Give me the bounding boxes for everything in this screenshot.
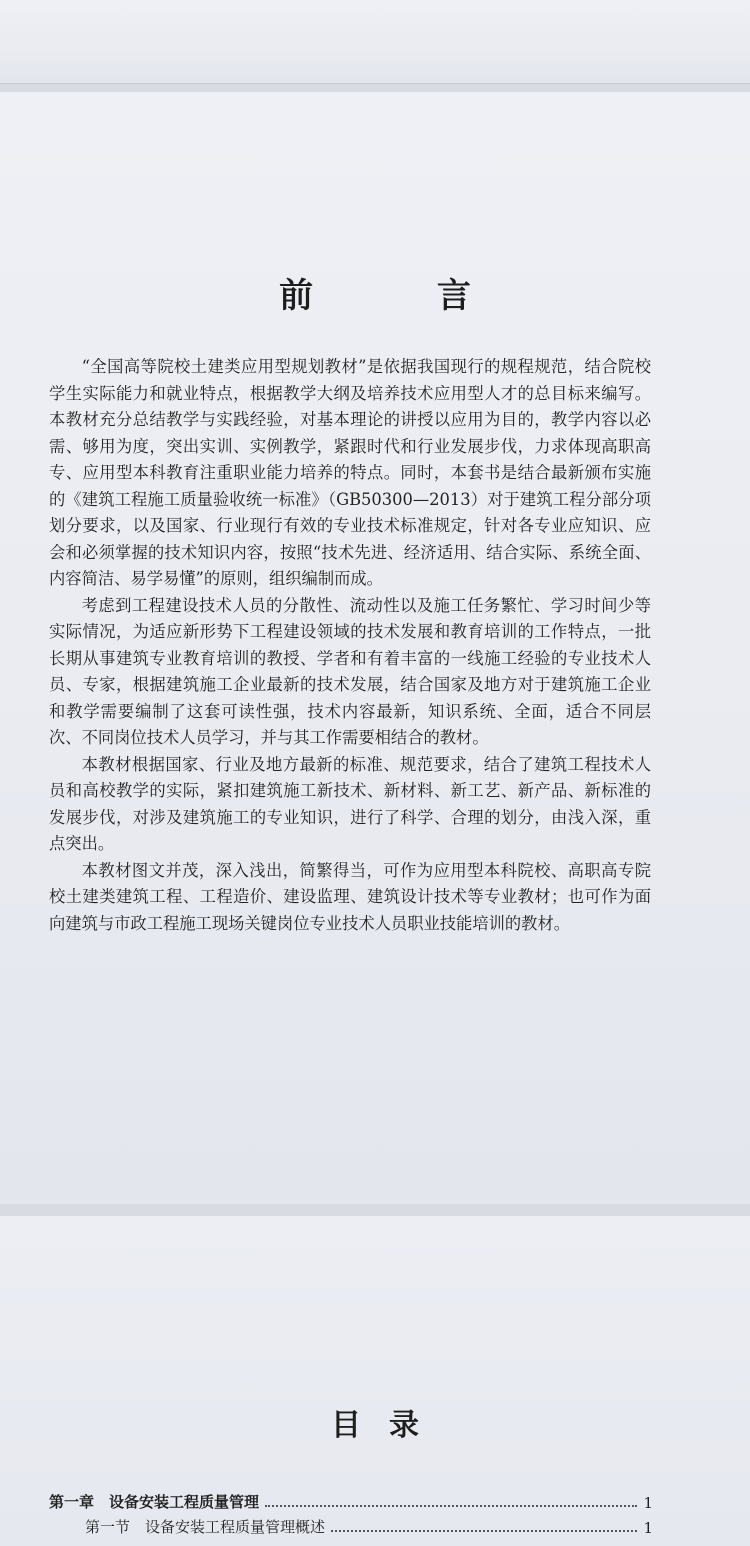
preface-paragraph: 本教材图文并茂，深入浅出，简繁得当，可作为应用型本科院校、高职高专院校土建类建筑工程、工程造价、建设监理、建筑设计技术等专业教材；也可作为面向建筑与市政工程施工现场关键岗位专业技术人员职业技能培训的教材。: [49, 860, 651, 933]
preface-paragraph: 本教材根据国家、行业及地方最新的标准、规范要求，结合了建筑工程技术人员和高校教学的实际，紧扣建筑施工新技术、新材料、新工艺、新产品、新标准的发展步伐，对涉及建筑施工的专业知识，进行了科学、合理的划分，由浅入深，重点突出。: [49, 754, 651, 853]
toc-entry-page: 1: [643, 1494, 653, 1512]
toc-entry-label: 第一节 设备安装工程质量管理概述: [85, 1518, 326, 1536]
preface-paragraph: “全国高等院校土建类应用型规划教材”是依据我国现行的规程规范，结合院校学生实际能力和就业特点，根据教学大纲及培养技术应用型人才的总目标来编写。本教材充分总结教学与实践经验，对基本理论的讲授以应用为目的，教学内容以必需、够用为度，突出实训、实例教学，紧跟时代和行业发展步伐，力求体现高职高专、应用型本科教育注重职业能力培养的特点。同时，本套书是结合最新颁布实施的《建筑工程施工质量验收统一标准》（GB50300—2013）对于建筑工程分部分项划分要求，以及国家、行业现行有效的专业技术标准规定，针对各专业应知识、应会和必须掌握的技术知识内容，按照“技术先进、经济适用、结合实际、系统全面、内容简洁、易学易懂”的原则，组织编制而成。: [49, 357, 651, 588]
toc-leader-dots: [331, 1530, 637, 1532]
toc-entry-label: 第一章 设备安装工程质量管理: [49, 1493, 260, 1511]
preface-title: 前 言: [279, 276, 527, 316]
preface-paragraph: 考虑到工程建设技术人员的分散性、流动性以及施工任务繁忙、学习时间少等实际情况，为适应新形势下工程建设领域的技术发展和教育培训的工作特点，一批长期从事建筑专业教育培训的教授、学者和有着丰富的一线施工经验的专业技术人员、专家，根据建筑施工企业最新的技术发展，结合国家及地方对于建筑施工企业和教学需要编制了这套可读性强，技术内容最新，知识系统、全面，适合不同层次、不同岗位技术人员学习，并与其工作需要相结合的教材。: [49, 595, 651, 747]
preface-body: [49, 354, 651, 937]
toc-title: 目录: [331, 1408, 447, 1443]
toc-entry-section[interactable]: [85, 1513, 653, 1537]
toc-leader-dots: [265, 1505, 637, 1507]
previous-page-fragment: [0, 0, 750, 84]
toc-entry-chapter[interactable]: [49, 1488, 653, 1512]
toc-entry-page: 1: [643, 1519, 653, 1537]
